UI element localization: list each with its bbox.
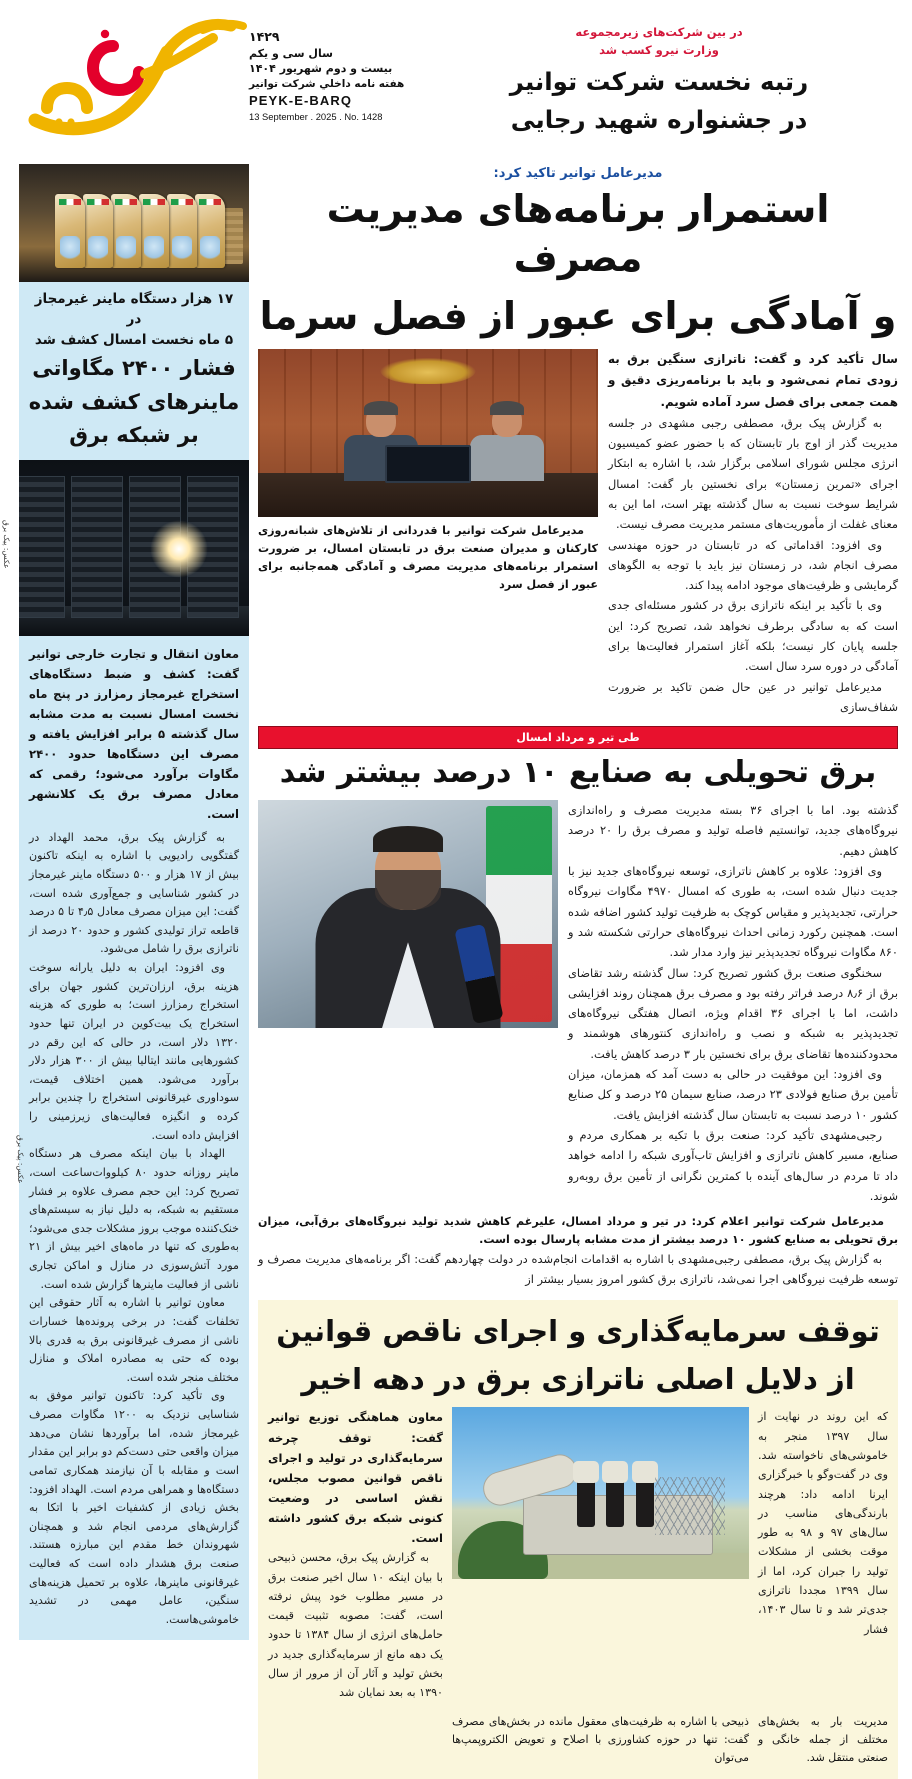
latin-date: 13 September . 2025 . No. 1428 bbox=[249, 111, 383, 123]
story-lead-article bbox=[258, 166, 898, 717]
sidebar-kicker-line1: ۱۷ هزار دستگاه ماینر غیرمجاز در bbox=[34, 291, 234, 328]
story2-body bbox=[568, 800, 898, 1206]
story2-photo-column bbox=[258, 800, 558, 1028]
story1-caption-text: مدیرعامل شرکت توانیر با قدردانی از تلاش‌های شبانه‌روزی کارکنان و مدیران صنعت برق در تابستان امسال، بر ضرورت استمرار برنامه‌های مدیریت مصرف و آمادگی همه‌جانبه برای عبور از فصل سرد bbox=[258, 524, 598, 592]
story1-lead: سال تأکید کرد و گفت: ناترازی سنگین برق به زودی تمام نمی‌شود و باید با برنامه‌ریزی دقیق و همت جمعی برای فصل سرد آماده شویم. bbox=[608, 352, 898, 409]
subject-beard bbox=[375, 870, 441, 910]
award-plaque bbox=[111, 194, 141, 268]
story-investment-article bbox=[258, 1300, 898, 1779]
story2-caption bbox=[258, 1213, 898, 1249]
bushing-insulator-1 bbox=[577, 1479, 595, 1527]
latin-title: PEYK-E-BARQ bbox=[249, 92, 353, 108]
sidebar-para-2: وی افزود: ایران به دلیل یارانه سوخت هزینه برق، ارزان‌ترین کشور جهان برای استخراج رمزارز است؛ به طوری که هزینه استخراج یک بیت‌کوین در ایران تنها حدود ۱۳۲۰ دلار است، در حالی که این رقم در کشورهایی مانند ایتالیا بیش از ۳۰۰ هزار دلار برآورد می‌شود. همین اختلاف قیمت، سوداوری غیرقانونی استخراج را چندین برابر کرده و انگیزه فعالیت‌های زیرزمینی را افزایش داده است. bbox=[29, 961, 239, 1142]
miner-server-racks-photo bbox=[19, 460, 249, 636]
wall-emblem-icon bbox=[381, 358, 476, 384]
main-column bbox=[258, 164, 898, 1779]
story3-mid-body bbox=[758, 1407, 888, 1639]
sidebar-article-body bbox=[19, 636, 249, 1639]
story2-red-banner: طی تیر و مرداد امسال bbox=[258, 726, 898, 749]
story1-kicker: مدیرعامل توانیر تاکید کرد: bbox=[493, 166, 663, 181]
sidebar-paragraphs bbox=[29, 829, 239, 1630]
sidebar-para-5: وی تأکید کرد: تاکنون توانیر موفق به شناسایی نزدیک به ۱۲۰۰ مگاوات مصرف غیرمجاز شده، اما برآوردها نشان می‌دهد میزان واقعی حتی دست‌کم دو برابر این مقدار است و مقابله با آن نیازمند همکاری تمامی دستگاه‌ها و همراهی مردم است. الهداد افزود: بخش زیادی از کشفیات اخیر با اتکا به گزارش‌های مردمی انجام شد و همچنان شهروندان خط مقدم این مبارزه هستند. صنعت برق هشدار داده است که فعالیت غیرقانونی ماینرها، علاوه بر تحمیل هزینه‌های سنگین، عامل مهمی در تشدید خاموشی‌هاست. bbox=[29, 1389, 239, 1626]
sidebar-para-1: به گزارش پیک برق، محمد الهداد در گفتگویی رادیویی با اشاره به اینکه تاکنون بیش از ۱۷ هزار و ۵۰۰ دستگاه ماینر غیرمجاز در کشور شناسایی و جمع‌آوری شده است، گفت: این میزان مصرف معادل ۴٫۵ تا ۵ درصد قاطعه تراز تولیدی کشور و حدود ۲۰ درصد از ناترازی برق را شامل می‌شود. bbox=[29, 830, 239, 956]
server-rack bbox=[19, 476, 65, 618]
story3-headline-line2: از دلایل اصلی ناترازی برق در دهه اخیر bbox=[301, 1361, 855, 1396]
story3-caption-mid: ذبیحی با اشاره به ظرفیت‌های معقول مانده در بخش‌های مصرف گفت: تنها در حوزه کشاورزی با اصلاح و تعویض الکتروپمپ‌ها می‌توان bbox=[452, 1714, 749, 1764]
person-head-icon bbox=[366, 404, 396, 437]
awards-plaques-photo bbox=[19, 164, 249, 282]
story2-headline: برق تحویلی به صنایع ۱۰ درصد بیشتر شد bbox=[279, 755, 877, 791]
story2-para-1: گذشته بود. اما با اجرای ۳۶ بسته مدیریت مصرف و راه‌اندازی نیروگاه‌های جدید، توانستیم فاصله تولید و مصرف برق را ۲۰ درصد کاهش دهیم. bbox=[568, 803, 898, 858]
story1-body bbox=[608, 413, 898, 717]
sidebar-column bbox=[2, 164, 249, 1779]
sidebar-lead: معاون انتقال و تجارت خارجی توانیر گفت: کشف و ضبط دستگاه‌های استخراج غیرمجاز رمزارز در پنج ماه نخست امسال نسبت به مدت مشابه سال گذشته ۵ برابر افزایش یافته و مصرف این دستگاه‌ها حدود ۲۴۰۰ مگاوات برآورد می‌شود؛ رقمی که معادل مصرف برق یک کلانشهر است. bbox=[29, 647, 239, 821]
story1-photo-column bbox=[258, 349, 598, 594]
story2-caption-rest-wrap bbox=[258, 1249, 898, 1290]
award-plaque bbox=[55, 194, 85, 268]
peyk-e-barq-logo-icon bbox=[17, 12, 249, 144]
story1-para-1: به گزارش پیک برق، مصطفی رجبی مشهدی در جلسه مدیریت گذر از اوج بار تابستان که با حضور عضو کمیسیون انرژی مجلس شورای اسلامی برگزار شد، با اشاره به ابتکار اجرای «تمرین زمستان» برای نخستین بار گفت: امسال شرایط سوخت نسبت به سال گذشته بهتر است، اما این به معنای غفلت از مأموریت‌های مستمر مدیریت مصرف نیست. bbox=[608, 415, 898, 532]
story3-lead: معاون هماهنگی توزیع توانیر گفت: توقف چرخه سرمایه‌گذاری در تولید و اجرای ناقص قوانین مصوب مجلس، نقش اساسی در وضعیت کنونی شبکه برق کشور داشته است. bbox=[268, 1410, 443, 1546]
story2-caption-bold: مدیرعامل شرکت توانیر اعلام کرد: در تیر و مرداد امسال، علیرغم کاهش شدید تولید نیروگاه‌های برق‌آبی، میزان برق تحویلی به صنایع کشور ۱۰ درصد بیشتر از مدت مشابه پارسال بوده است. bbox=[258, 1215, 898, 1247]
sidebar-title-line3: بر شبکه برق bbox=[69, 423, 199, 448]
spokesperson-interview-photo bbox=[258, 800, 558, 1028]
story3-photo-credit: عکس: پیک برق bbox=[16, 1135, 25, 1184]
story3-mid-para-1: که این روند در نهایت از سال ۱۳۹۷ منجر به خاموشی‌های ناخواسته شد. وی در گفت‌وگو با خبرگزاری ایرنا ادامه داد: هرچند بارندگی‌های مناسب در سال‌های ۹۷ و ۹۸ به طور موقت بخشی از مشکلات تولید را جبران کرد، اما از سال ۱۳۹۹ مجددا ناترازی جدی‌تر شد و تا سال ۱۴۰۳، فشار bbox=[758, 1410, 888, 1636]
publisher-line: هفته نامه داخلي شركت توانير bbox=[249, 77, 405, 90]
story1-text-column bbox=[608, 349, 898, 717]
award-plaque bbox=[83, 194, 113, 268]
person-head-icon bbox=[492, 404, 522, 437]
award-plaque bbox=[139, 194, 169, 268]
light-glare-icon bbox=[150, 520, 208, 578]
top-teaser bbox=[424, 10, 898, 137]
person-torso bbox=[470, 435, 544, 481]
transmission-pylon-icon bbox=[655, 1477, 725, 1535]
sidebar-photo-credit: عکس: پیک برق bbox=[2, 520, 11, 569]
sidebar-para-4: معاون توانیر با اشاره به آثار حقوقی این تخلفات گفت: در برخی پرونده‌ها خسارات ناشی از مصرف غیرقانونی برق به قدری بالا بوده که حتی به مصادره املاک و منازل مختلف منجر شده است. bbox=[29, 1296, 239, 1384]
teaser-headline-line2: در جشنواره شهید رجایی bbox=[510, 105, 808, 135]
sidebar-headline-box bbox=[19, 282, 249, 460]
sidebar-para-3: الهداد با بیان اینکه مصرف هر دستگاه ماینر روزانه حدود ۸۰ کیلووات‌ساعت است، تصریح کرد: این حجم مصرف علاوه بر فشار مستقیم به شبکه، به دلیل نیاز به سیستم‌های خنک‌کننده موجب بروز مشکلات جدی می‌شود؛ به‌طوری که تنها در ماه‌های اخیر بیش از ۲۱ مورد آتش‌سوزی در منازل و اماکن تجاری ناشی از فعالیت ماینرها گزارش شده است. bbox=[29, 1147, 239, 1291]
story2-para-3: سخنگوی صنعت برق کشور تصریح کرد: سال گذشته رشد تقاضای برق از ۸٫۶ درصد فراتر رفته بود و مصرف برق همچنان روند افزایشی داشت، اما با اجرای ۳۶ اقدام ویژه، اتصال هفتگی نیروگاه‌های تجدیدپذیر به شبکه و نصب و راه‌اندازی کنتورهای هوشمند و محدودکننده‌ها تقاضای برق برای نخستین بار ۳ درصد کاهش یافت. bbox=[568, 965, 899, 1061]
person-right bbox=[470, 404, 544, 481]
story3-right-column bbox=[268, 1407, 443, 1702]
story1-para-2: وی افزود: اقداماتی که در تابستان در حوزه مهندسی مصرف انجام شد، در زمستان نیز باید با توجه به الگوهای گرمایشی و ظرفیت‌های موجود ادامه پیدا کند. bbox=[608, 537, 898, 593]
teaser-kicker-line1: در بین شرکت‌های زیرمجموعه bbox=[575, 25, 743, 39]
story3-caption-left: مدیریت بار به بخش‌های مختلف از جمله خانگی و صنعتی منتقل شد. bbox=[758, 1714, 888, 1764]
server-rack bbox=[71, 476, 123, 618]
teaser-kicker-line2: وزارت نیرو کسب شد bbox=[599, 42, 719, 57]
story3-left-column bbox=[758, 1407, 888, 1639]
sidebar-title-line2: ماینرهای کشف شده bbox=[28, 389, 240, 414]
story3-photo-column bbox=[452, 1407, 749, 1579]
story2-para-4: وی افزود: این موفقیت در حالی به دست آمد که همزمان، میزان تأمین برق صنایع فولادی ۲۳ درصد، صنایع سیمان ۲۵ درصد و کل صنایع کشور ۱۰ درصد نسبت به تابستان سال گذشته افزایش یافت. bbox=[568, 1067, 898, 1122]
bushing-insulator-3 bbox=[636, 1479, 654, 1527]
award-plaque bbox=[195, 194, 225, 268]
story3-right-para-1: به گزارش پیک برق، محسن ذبیحی با بیان اینکه ۱۰ سال اخیر صنعت برق در مسیر مطلوب خود پیش نرفته است، گفت: مصوبه تثبیت قیمت حامل‌های انرژی از سال ۱۳۸۴ تا حدود یک دهه مانع از سرمایه‌گذاری جدید در بخش تولید و آثار آن از مرور از سال ۱۳۹۰ به بعد نمایان شد bbox=[268, 1551, 444, 1700]
teaser-headline-line1: رتبه نخست شرکت توانیر bbox=[509, 66, 809, 96]
laptop-icon bbox=[385, 445, 471, 483]
story1-para-4: مدیرعامل توانیر در عین حال ضمن تاکید بر ضرورت شفاف‌سازی bbox=[608, 679, 898, 714]
issue-number: ۱۴۲۹ bbox=[249, 29, 280, 44]
story1-headline-line2: و آمادگی برای عبور از فصل سرما bbox=[259, 293, 897, 338]
story1-headline-line1: استمرار برنامه‌های مدیریت مصرف bbox=[326, 187, 830, 281]
story2-para-2: وی افزود: علاوه بر کاهش ناترازی، توسعه نیروگاه‌های جدید نیز با جدیت دنبال شده است، به طوری که امسال ۴۹۷۰ مگاوات نیروگاه حرارتی، تجدیدپذیر و مقیاس کوچک به ظرفیت تولید کشور اضافه شده است. همچنین رکورد زمانی احداث نیروگاه‌های حرارتی شکسته شد و ۸۶۰ مگاوات نیروگاه تجدیدپذیر نیز وارد مدار شد. bbox=[568, 864, 898, 960]
publication-date-fa: بیست و دوم شهریور ۱۴۰۴ bbox=[249, 62, 393, 76]
issue-info-block bbox=[249, 10, 424, 124]
sidebar-title-line1: فشار ۲۴۰۰ مگاواتی bbox=[32, 355, 236, 380]
bushing-insulator-2 bbox=[606, 1479, 624, 1527]
publication-logo bbox=[14, 10, 249, 150]
story1-caption bbox=[258, 522, 598, 594]
substation-transformer-photo bbox=[452, 1407, 749, 1579]
story2-caption-rest: به گزارش پیک برق، مصطفی رجبی‌مشهدی با اشاره به اقدامات انجام‌شده در دولت چهاردهم گفت: اگر برنامه‌های مدیریت مصرف و توسعه ظرفیت نیروگاهی اجرا نمی‌شد، ناترازی برق کشور امروز بسیار بیشتر از bbox=[258, 1252, 898, 1287]
story3-headline-line1: توقف سرمایه‌گذاری و اجرای ناقص قوانین bbox=[276, 1313, 880, 1348]
sidebar-kicker-line2: ۵ ماه نخست امسال کشف شد bbox=[34, 331, 234, 348]
story-industry-article bbox=[258, 753, 898, 1289]
publication-year: سال سی و یکم bbox=[249, 46, 333, 60]
masthead bbox=[14, 10, 898, 160]
subject-hair bbox=[373, 826, 443, 852]
page-body bbox=[2, 164, 899, 1779]
toanir-meeting-photo bbox=[258, 349, 598, 517]
story1-para-3: وی با تأکید بر اینکه ناترازی برق در کشور مسئله‌ای جدی است که به سادگی برطرف نخواهد شد، تصریح کرد: این جلسه پایان کار نیست؛ بلکه آغاز استمرار فعالیت‌ها برای آمادگی در دوره سرد سال است. bbox=[608, 598, 898, 674]
award-plaque bbox=[167, 194, 197, 268]
story2-text-column bbox=[568, 800, 898, 1206]
story2-para-5: رجبی‌مشهدی تأکید کرد: صنعت برق با تکیه بر همکاری مردم و صنایع، مسیر کاهش ناترازی و افزایش تاب‌آوری شبکه را ادامه خواهد داد تا مردم در سال‌های آینده با کمترین نگرانی از تأمین برق روبه‌رو شوند. bbox=[568, 1127, 898, 1203]
story3-right-body bbox=[268, 1548, 443, 1702]
